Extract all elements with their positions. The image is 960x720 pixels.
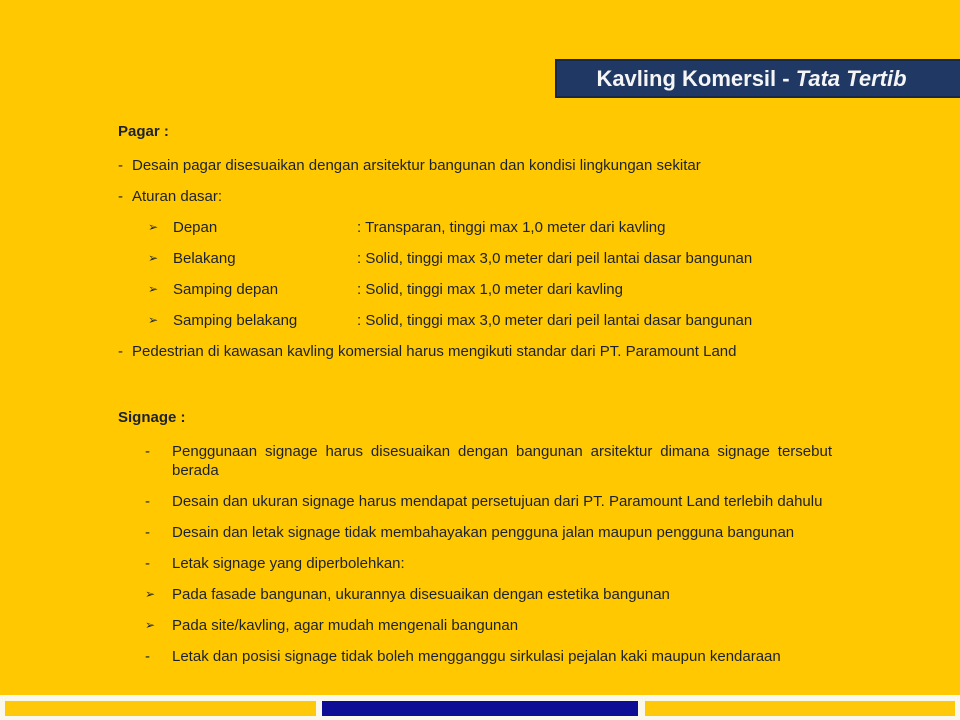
arrow-bullet-icon: ➢: [145, 618, 156, 632]
section-pagar: [118, 122, 868, 361]
rule-value: : Solid, tinggi max 3,0 meter dari peil lantai dasar bangunan: [357, 250, 753, 267]
list-item: [118, 342, 868, 361]
section-heading-signage: Signage :: [118, 409, 186, 426]
dash-bullet: -: [118, 157, 123, 174]
dash-bullet: -: [145, 524, 150, 541]
title-bar: [555, 59, 960, 98]
title-emphasis: Tata Tertib: [795, 65, 907, 91]
list-item: [118, 156, 868, 175]
page-title: [596, 66, 906, 92]
list-item: [145, 585, 868, 604]
rule-value: : Transparan, tinggi max 1,0 meter dari kavling: [357, 219, 666, 236]
dash-bullet: -: [145, 493, 150, 510]
section-signage: [118, 408, 868, 666]
arrow-bullet-icon: ➢: [148, 220, 159, 234]
list-item-text: Letak signage yang diperbolehkan:: [172, 555, 405, 572]
list-item-text: Pada fasade bangunan, ukurannya disesuaikan dengan estetika bangunan: [172, 586, 670, 603]
dash-bullet: -: [145, 555, 150, 572]
list-item-text: Desain dan ukuran signage harus mendapat persetujuan dari PT. Paramount Land terlebih dahulu: [172, 493, 823, 510]
rule-label: Samping belakang: [173, 312, 298, 329]
dash-bullet: -: [145, 648, 150, 665]
dash-bullet: -: [118, 343, 123, 360]
list-item-text: Pedestrian di kawasan kavling komersial harus mengikuti standar dari PT. Paramount Land: [132, 343, 737, 360]
list-item-text: Desain pagar disesuaikan dengan arsitektur bangunan dan kondisi lingkungan sekitar: [132, 157, 701, 174]
rule-label: Depan: [173, 219, 218, 236]
arrow-bullet-icon: ➢: [148, 313, 159, 327]
footer-bar-blue: [322, 701, 638, 716]
arrow-bullet-icon: ➢: [148, 251, 159, 265]
rule-value: : Solid, tinggi max 3,0 meter dari peil lantai dasar bangunan: [357, 312, 753, 329]
list-item: [145, 616, 868, 635]
rule-row: [148, 280, 868, 299]
dash-bullet: -: [145, 443, 150, 460]
slide-body: [118, 122, 868, 678]
section-heading-pagar: Pagar :: [118, 123, 169, 140]
list-item-text: Aturan dasar:: [132, 188, 223, 205]
list-item-text: Penggunaan signage harus disesuaikan dengan bangunan arsitektur dimana signage tersebut berada: [172, 443, 832, 479]
dash-bullet: -: [118, 188, 123, 205]
list-item-text: Pada site/kavling, agar mudah mengenali bangunan: [172, 617, 519, 634]
footer-bar-yellow-left: [5, 701, 316, 716]
arrow-bullet-icon: ➢: [148, 282, 159, 296]
list-item: [145, 442, 868, 480]
list-item: [145, 554, 868, 573]
title-prefix: Kavling Komersil -: [596, 65, 796, 91]
rule-label: Belakang: [173, 250, 236, 267]
rule-row: [148, 311, 868, 330]
list-item: [118, 187, 868, 206]
rule-label: Samping depan: [173, 281, 279, 298]
rule-row: [148, 218, 868, 237]
list-item: [145, 523, 868, 542]
arrow-bullet-icon: ➢: [145, 587, 156, 601]
rule-value: : Solid, tinggi max 1,0 meter dari kavling: [357, 281, 623, 298]
list-item-text: Desain dan letak signage tidak membahayakan pengguna jalan maupun pengguna bangunan: [172, 524, 795, 541]
list-item-text: Letak dan posisi signage tidak boleh mengganggu sirkulasi pejalan kaki maupun kendaraan: [172, 648, 781, 665]
list-item: [145, 492, 868, 511]
footer-strip: [0, 695, 960, 720]
rule-row: [148, 249, 868, 268]
footer-bar-yellow-right: [645, 701, 955, 716]
list-item: [145, 647, 868, 666]
